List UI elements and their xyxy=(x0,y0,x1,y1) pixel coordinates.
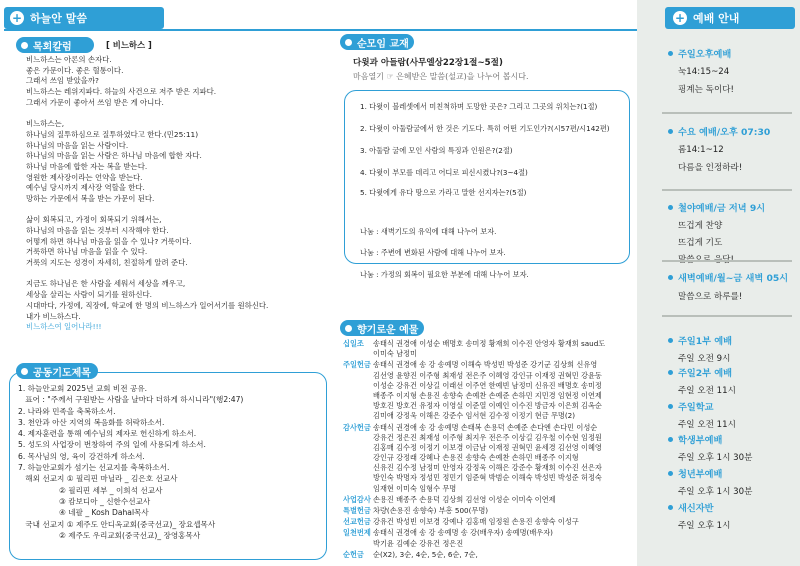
donation-label: 주일헌금 xyxy=(343,360,371,370)
service-verse: 롬14:1~12 xyxy=(678,145,724,155)
donation-line: 강인규 강정래 강혜나 손용진 송향숙 손예찬 손하민 배종주 이지형 xyxy=(373,453,579,463)
column-line: 삶이 회복되고, 가정이 회복되기 위해서는, xyxy=(26,215,162,225)
donation-names xyxy=(373,339,638,359)
bullet-icon xyxy=(668,275,673,280)
service-time: 주일 오후 1시 30분 xyxy=(678,453,753,463)
donation-label: 사업감사 xyxy=(343,494,371,504)
column-line xyxy=(26,205,268,216)
column-line: 비느하스여 일어나라!!! xyxy=(26,322,102,332)
donation-line: 박기윤 김예순 강유건 정은진 xyxy=(373,538,464,548)
service-title: 주일2부 예배 xyxy=(678,368,732,379)
column-line: 망하는 가문에서 복을 받는 가문이 된다. xyxy=(26,193,155,203)
column-line: 세상을 살리는 사람이 되기를 원하신다. xyxy=(26,290,152,300)
donation-line: 김선영 윤향진 이주형 최재성 전은주 이혜영 강인규 이재정 권혁민 강윤동 xyxy=(373,370,602,380)
share-item: 나눔 : 주변에 변화된 사람에 대해 나누어 보자. xyxy=(360,248,506,257)
donation-names xyxy=(373,495,638,505)
bullet-icon xyxy=(345,325,352,332)
column-line: 비느하스는 레위지파다. 하늘의 사건으로 저주 받은 지파다. xyxy=(26,87,217,97)
prayer-pill-label: 공동기도제목 xyxy=(33,367,91,379)
service-line: 뜨겁게 찬양 xyxy=(678,221,723,231)
column-line: 예수님 당시까지 제사장 역할을 한다. xyxy=(26,183,145,193)
header-divider xyxy=(4,29,637,31)
donation-row xyxy=(343,550,638,560)
donation-names xyxy=(373,360,638,421)
service-dawn xyxy=(668,270,788,302)
kyojae-pill xyxy=(340,34,414,50)
service-title: 학생부예배 xyxy=(678,435,723,446)
column-line: 그래서 쓰임 받았을까? xyxy=(26,76,99,86)
prayer-item: 1. 하늘안교회 2025년 교회 비전 공유. xyxy=(18,384,148,393)
prayer-item: 2. 나라와 민족을 축복하소서. xyxy=(18,406,116,416)
question-item: 2. 다윗이 아둘람굴에서 한 것은 기도다. 특히 어떤 기도인가?(시57편/시142편) xyxy=(360,124,610,133)
section-header xyxy=(4,7,164,29)
donation-label: 감사헌금 xyxy=(343,422,371,432)
bullet-icon xyxy=(668,51,673,56)
sidebar-divider xyxy=(662,112,792,114)
donation-names xyxy=(373,528,638,548)
column-line: 하나님의 마음을 읽는 사람이다. xyxy=(26,140,129,150)
donation-row xyxy=(343,517,638,527)
service-title: 주일학교 xyxy=(678,402,714,413)
donations-table xyxy=(343,339,638,561)
donation-names xyxy=(373,517,638,527)
donation-line: 손용진 배종주 손용덕 김상희 김선영 이성순 이미숙 이연제 xyxy=(373,494,556,504)
column-line: 거룩의 지도는 성경이 자세히, 친절하게 알려 준다. xyxy=(26,258,188,268)
donation-line: 송태식 권경애 송 강 송예명 송 강(배우자) 송예명(배우자) xyxy=(373,528,553,538)
service-title: 수요 예배/오후 07:30 xyxy=(678,127,771,138)
bullet-icon xyxy=(668,505,673,510)
sidebar-title: 예배 안내 xyxy=(693,12,740,25)
sidebar-divider xyxy=(662,260,792,262)
donation-line: 방호진 방호건 유정자 이영실 이준열 이예인 이수진 방금자 이은희 김옥순 xyxy=(373,401,602,411)
column-line: 좋은 가문이다. 좋은 혈통이다. xyxy=(26,65,124,75)
kyojae-subtitle: 마음열기 ☞ 은혜받은 말씀(설교)을 나누어 봅시다. xyxy=(353,72,529,81)
donation-line: 신유진 김수정 남정미 안영자 강정욱 이해은 강준수 황재희 이수진 선은자 xyxy=(373,463,602,473)
service-time: 주일 오전 11시 xyxy=(678,386,736,396)
service-title: 청년부예배 xyxy=(678,469,723,480)
donation-line: 송태식 권경애 송 강 송예명 손태복 손용덕 손예준 손다엔 손다민 이성순 xyxy=(373,422,598,432)
column-line: 내가 비느하스다. xyxy=(26,311,81,321)
sidebar-header xyxy=(665,7,795,29)
question-item: 3. 아둘람 굴에 모인 사람의 특징과 인원은?(2절) xyxy=(360,146,513,155)
prayer-pill xyxy=(16,363,98,379)
donation-line: 임재현 이미숙 임형수 무명 xyxy=(373,483,457,493)
question-item: 5. 다윗에게 유다 땅으로 가라고 말한 선지자는?(5절) xyxy=(360,188,527,197)
bullet-icon xyxy=(21,42,28,49)
donation-names xyxy=(373,550,638,560)
prayer-item: ③ 캄보디아 _ 신한수선교사 xyxy=(18,496,151,506)
column-line: 시대마다, 가정에, 직장에, 학교에 한 명의 비느하스가 일어서기를 원하신다. xyxy=(26,300,269,310)
service-line: 말씀으로 하루를! xyxy=(678,292,743,302)
service-theme: 다름을 인정하라! xyxy=(678,163,743,173)
question-item: 1. 다윗이 블레셋에서 미친척하며 도망한 곳은? 그리고 그곳의 위치는?(1절) xyxy=(360,102,598,111)
prayer-item: 국내 선교지 ① 제주도 안디옥교회(중국선교)_ 장요셉목사 xyxy=(18,519,216,529)
service-sunday-school xyxy=(668,399,736,430)
donation-line: 이성순 강유건 이상길 이래선 이주연 한예빈 남정미 신유진 배명호 송미정 xyxy=(373,380,602,390)
donation-line: 강유건 박성빈 이보경 강예나 김홍매 임정원 손용진 송향숙 이성구 xyxy=(373,517,579,527)
bullet-icon xyxy=(668,370,673,375)
service-title: 새신자반 xyxy=(678,503,714,514)
donation-row xyxy=(343,528,638,548)
donation-row xyxy=(343,339,638,359)
service-time: 주일 오전 11시 xyxy=(678,420,736,430)
donation-label: 선교헌금 xyxy=(343,517,371,527)
prayer-item: 5. 성도의 사업장이 번창하여 주의 일에 사용되게 하소서. xyxy=(18,440,206,450)
sidebar-divider xyxy=(662,189,792,191)
donation-label: 십일조 xyxy=(343,339,364,348)
column-pill-label: 목회칼럼 xyxy=(33,41,72,53)
bullet-icon xyxy=(668,338,673,343)
section-title: 하늘안 말씀 xyxy=(30,12,87,25)
column-line: 어떻게 하면 하나님 마음을 읽을 수 있나? 거룩이다. xyxy=(26,236,192,246)
donations-pill-label: 향기로운 예물 xyxy=(357,324,419,336)
service-line xyxy=(678,253,765,265)
service-title: 주일오후예배 xyxy=(678,49,732,60)
donation-line: 차량(손용진 송향숙) 부흥 500(무명) xyxy=(373,506,489,515)
donation-line: 방인숙 박명자 정성민 정민기 임준혁 박범순 이해숙 박성빈 박성준 허정숙 xyxy=(373,473,602,483)
prayer-item: ② 필리핀 세부 _ 이희석 선교사 xyxy=(18,485,163,495)
donation-names xyxy=(373,506,638,516)
column-line: 거룩하면 하나님 마음을 읽을 수 있다. xyxy=(26,247,148,257)
plus-icon: + xyxy=(674,11,686,25)
donation-line: 김미애 강정욱 이해은 강준수 임서현 김수정 이정기 현금 무명(2) xyxy=(373,411,576,421)
column-line: 비느하스는 아론의 손자다. xyxy=(26,55,112,64)
column-line: 지금도 하나님은 한 사람을 세워서 세상을 깨우고, xyxy=(26,279,186,289)
service-line: 뜨겁게 기도 xyxy=(678,238,723,248)
service-afternoon xyxy=(668,46,734,95)
service-wednesday xyxy=(668,124,770,173)
prayer-item: ④ 네팔 _ Kosh Dahal목사 xyxy=(18,508,149,518)
service-title: 새벽예배/월~금 새벽 05시 xyxy=(678,273,789,284)
donation-row xyxy=(343,360,638,421)
service-title: 주일1부 예배 xyxy=(678,336,732,347)
column-subtitle: [ 비느하스 ] xyxy=(106,40,152,50)
service-time: 주일 오후 1시 30분 xyxy=(678,487,753,497)
prayer-item: ② 제주도 우리교회(중국선교)_ 장영홍목사 xyxy=(18,530,201,540)
donation-line: 순(X2), 3순, 4순, 5순, 6순, 7순, xyxy=(373,549,478,559)
donation-line: 송태식 권경애 송 강 송예명 이해숙 박성빈 박성준 강기군 김상희 신유영 xyxy=(373,360,598,370)
column-line: 하나님 마음에 합한 자는 복을 받는다. xyxy=(26,161,148,171)
service-theme: 핑계는 독이다! xyxy=(678,85,734,95)
bullet-icon xyxy=(668,404,673,409)
prayer-item: 7. 하늘안교회가 섬기는 선교지를 축복하소서. xyxy=(18,463,170,473)
donation-names xyxy=(373,423,638,494)
donation-line: 이미숙 남정미 xyxy=(373,349,417,359)
prayer-list xyxy=(18,383,243,541)
kyojae-title: 다윗과 아들람(사무엘상22장1절~5절) xyxy=(353,58,503,68)
service-newcomers xyxy=(668,500,730,531)
question-item: 4. 다윗이 부모를 데리고 어디로 피신시켰나?(3~4절) xyxy=(360,168,528,177)
column-line: 하나님의 질투하심으로 질투하였다고 한다.(민25:11) xyxy=(26,129,199,139)
bullet-icon xyxy=(668,129,673,134)
kyojae-pill-label: 순모임 교재 xyxy=(357,38,409,50)
column-line: 하나님의 마음을 읽는 것부터 시작해야 한다. xyxy=(26,226,169,235)
prayer-item: 해외 선교지 ① 필리핀 마닐라 _ 김은호 선교사 xyxy=(18,474,178,484)
donation-line: 배종주 이지형 손용진 송향숙 손예찬 손예준 손하민 지민경 임현정 이연제 xyxy=(373,390,602,400)
service-title: 철야예배/금 저녁 9시 xyxy=(678,203,766,214)
column-text xyxy=(26,55,268,333)
bullet-icon xyxy=(668,437,673,442)
donation-label: 특별헌금 xyxy=(343,506,371,515)
donation-row xyxy=(343,423,638,494)
service-verse: 눅14:15~24 xyxy=(678,67,730,77)
service-sunday2 xyxy=(668,365,736,396)
donation-line: 송태식 권경애 이성순 배명호 송미정 황재희 이수진 안영자 황재희 saud도 xyxy=(373,339,606,348)
donation-label: 순헌금 xyxy=(343,549,364,559)
bullet-icon xyxy=(668,205,673,210)
share-item: 나눔 : 가정의 회복이 필요한 부분에 대해 나누어 보자. xyxy=(360,270,529,279)
donation-line: 강유건 정은진 최재성 이주형 최지우 전은주 이상길 김우철 이수현 임정원 xyxy=(373,432,602,442)
sidebar-divider xyxy=(662,315,792,317)
plus-icon: + xyxy=(11,11,23,25)
service-friday xyxy=(668,200,765,265)
donations-pill xyxy=(340,320,424,336)
service-students xyxy=(668,432,752,463)
service-sunday1 xyxy=(668,333,732,364)
donation-row xyxy=(343,495,638,505)
donation-label: 일천번제 xyxy=(343,528,371,538)
service-youth xyxy=(668,466,752,497)
prayer-item: 표어 : "주께서 구원받는 사람을 날마다 더하게 하시니라"(행2:47) xyxy=(18,395,244,405)
prayer-item: 4. 제자훈련을 통해 예수님의 제자로 헌신하게 하소서. xyxy=(18,429,197,439)
prayer-item: 3. 천안과 아산 지역의 복음화를 허락하소서. xyxy=(18,417,165,427)
share-item: 나눔 : 새벽기도의 유익에 대해 나누어 보자. xyxy=(360,227,497,236)
column-line: 영원한 제사장이라는 언약을 받는다. xyxy=(26,172,143,182)
service-time: 주일 오후 1시 xyxy=(678,521,731,531)
column-line xyxy=(26,108,268,119)
column-line: 하나님의 마음을 읽는 사람은 하나님 마음에 합한 자다. xyxy=(26,151,202,161)
column-line: 그래서 가문이 좋아서 쓰임 받은 게 아니다. xyxy=(26,97,164,107)
donation-row xyxy=(343,506,638,516)
column-line xyxy=(26,269,268,280)
prayer-item: 6. 목사님의 영, 육이 강건하게 하소서. xyxy=(18,451,145,461)
service-time: 주일 오전 9시 xyxy=(678,354,731,364)
donation-line: 김홍매 김수정 이정기 이보경 이금남 이재정 권혁민 윤세경 김선영 이혜영 xyxy=(373,442,602,452)
column-pill xyxy=(16,37,94,53)
bullet-icon xyxy=(345,39,352,46)
column-line: 비느하스는, xyxy=(26,119,65,129)
bullet-icon xyxy=(668,471,673,476)
bullet-icon xyxy=(21,368,28,375)
